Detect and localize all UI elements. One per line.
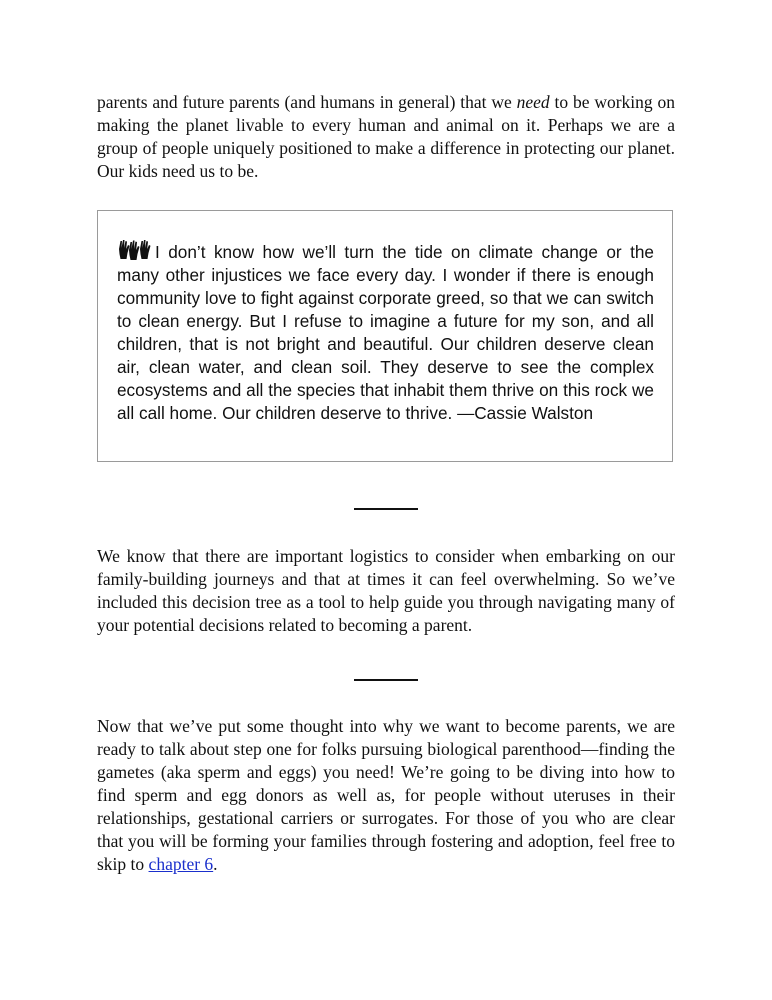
quote-paragraph	[117, 239, 654, 425]
gametes-text: Now that we’ve put some thought into why we want to become parents, we are ready to talk about step one for folks pursuing biological parenthood—finding the gametes (aka sperm and eggs) you need! We’re going to be diving into how to find sperm and egg donors as well as, for people without uteruses in their relationships, gestational carriers or surrogates. For those of you who are clear that you will be forming your families through fostering and adoption, feel free to skip to	[97, 716, 675, 874]
intro-text-start: parents and future parents (and humans in general) that we	[97, 92, 517, 112]
intro-paragraph	[97, 91, 675, 183]
chapter-6-link[interactable]: chapter 6	[148, 854, 214, 874]
raised-hands-icon	[117, 239, 151, 261]
quote-text: I don’t know how we’ll turn the tide on climate change or the many other injustices we face every day. I wonder if there is enough community love to fight against corporate greed, so that we can switch to clean energy. But I refuse to imagine a future for my son, and all children, that is not bright and beautiful. Our children deserve clean air, clean water, and clean soil. They deserve to see the complex ecosystems and all the species that inhabit them thrive on this rock we all call home. Our children deserve to thrive. —Cassie Walston	[117, 242, 654, 423]
gametes-paragraph	[97, 715, 675, 876]
section-divider	[354, 508, 418, 510]
gametes-text-end: .	[213, 854, 218, 874]
intro-emphasis: need	[516, 92, 550, 112]
intro-text-end: to be working on making the planet livable to every human and animal on it. Perhaps we are a group of people uniquely positioned to make a difference in protecting our planet. Our kids need us to be.	[97, 92, 676, 181]
quote-callout-box	[97, 210, 673, 462]
logistics-paragraph: We know that there are important logistics to consider when embarking on our family-building journeys and that at times it can feel overwhelming. So we’ve included this decision tree as a tool to help guide you through navigating many of your potential decisions related to becoming a parent.	[97, 546, 675, 635]
section-divider	[354, 679, 418, 681]
